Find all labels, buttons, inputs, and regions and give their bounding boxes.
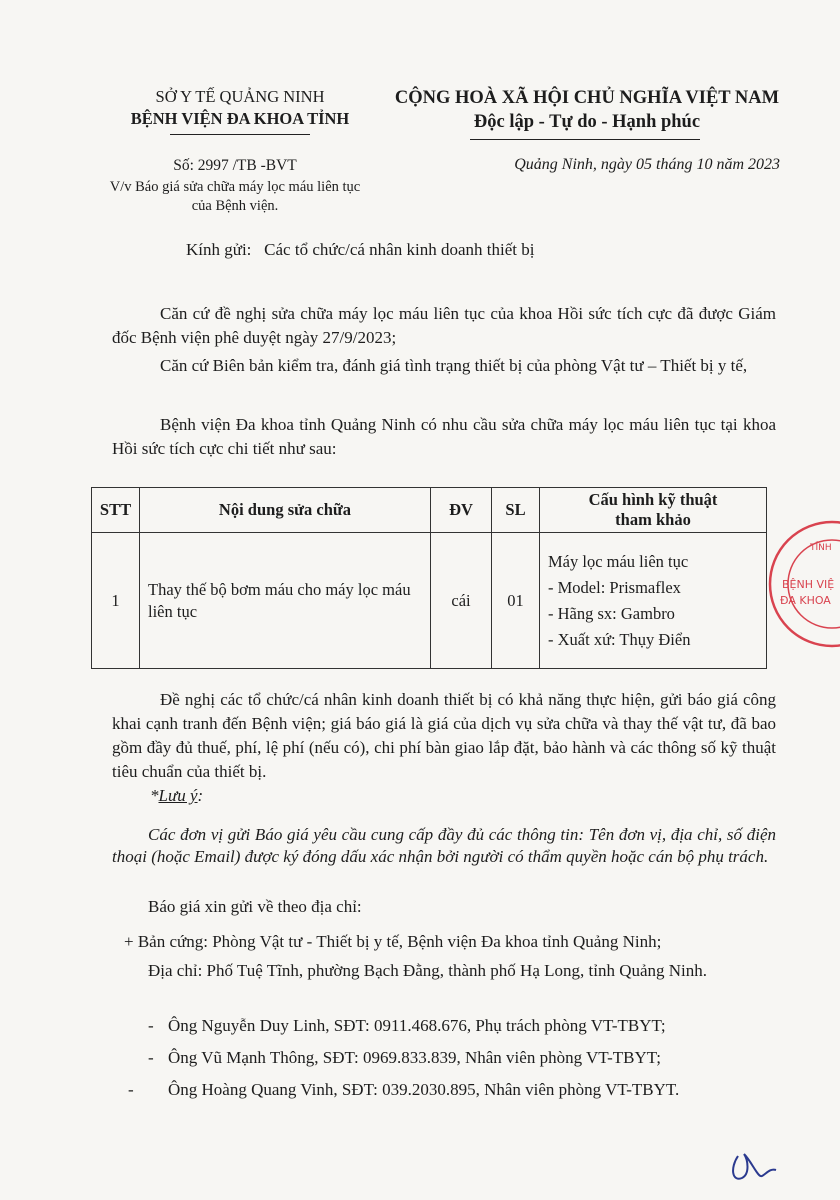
hardcopy-line: + Bản cứng: Phòng Vật tư - Thiết bị y tế, Bệnh viện Đa khoa tỉnh Quảng Ninh; <box>124 932 662 951</box>
spec-line: - Hãng sx: Gambro <box>548 603 675 623</box>
contact-item: - Ông Hoàng Quang Vinh, SĐT: 039.2030.895, Nhân viên phòng VT-TBYT. <box>128 1080 680 1099</box>
subject <box>80 178 390 216</box>
paragraph-1: Căn cứ đề nghị sửa chữa máy lọc máu liên tục của khoa Hồi sức tích cực đã được Giám đốc Bệnh viện phê duyệt ngày 27/9/2023; <box>112 304 776 347</box>
signature-mark <box>728 1148 778 1188</box>
issuing-authority <box>90 86 390 130</box>
contact-text: Ông Hoàng Quang Vinh, SĐT: 039.2030.895, Nhân viên phòng VT-TBYT. <box>168 1080 680 1099</box>
header-unit: ĐV <box>431 488 492 533</box>
header-left-rule <box>170 134 310 135</box>
table-row <box>92 533 767 669</box>
place-date: Quảng Ninh, ngày 05 tháng 10 năm 2023 <box>514 156 780 173</box>
address: Địa chỉ: Phố Tuệ Tĩnh, phường Bạch Đằng, thành phố Hạ Long, tỉnh Quảng Ninh. <box>148 961 708 980</box>
subject-line-2: của Bệnh viện. <box>191 198 279 214</box>
header-stt: STT <box>92 488 140 533</box>
header-qty: SL <box>492 488 540 533</box>
note-suffix: : <box>197 786 204 805</box>
contact-text: Ông Vũ Mạnh Thông, SĐT: 0969.833.839, Nhân viên phòng VT-TBYT; <box>168 1048 661 1067</box>
cell-spec <box>540 533 767 669</box>
sending-title: Báo giá xin gửi về theo địa chỉ: <box>148 897 362 916</box>
note-label <box>150 786 203 806</box>
cell-unit: cái <box>431 533 492 669</box>
salutation: Kính gửi: Các tổ chức/cá nhân kinh doanh thiết bị <box>186 240 535 259</box>
nation-line-1: CỘNG HOÀ XÃ HỘI CHỦ NGHĨA VIỆT NAM <box>394 88 780 108</box>
header-spec-line-1: Cấu hình kỹ thuật <box>588 490 718 509</box>
paragraph-4: Đề nghị các tổ chức/cá nhân kinh doanh thiết bị có khả năng thực hiện, gửi báo giá công khai cạnh tranh đến Bệnh viện; giá báo giá là giá của dịch vụ sửa chữa và thay thế vật tư, đã bao gồm đầy đủ thuế, phí, lệ phí (nếu có), chi phí bàn giao lắp đặt, bảo hành và các thông số kỹ thuật tiêu chuẩn của thiết bị. <box>112 690 776 781</box>
stamp-text-1: TỈNH <box>810 543 832 553</box>
contact-text: Ông Nguyễn Duy Linh, SĐT: 0911.468.676, Phụ trách phòng VT-TBYT; <box>168 1016 666 1035</box>
org-line-2: BỆNH VIỆN ĐA KHOA TỈNH <box>130 109 350 128</box>
reference-number: Số: 2997 /TB -BVT <box>173 157 297 174</box>
table-header-row <box>92 488 767 533</box>
national-header <box>392 86 782 134</box>
spec-line: - Model: Prismaflex <box>548 577 681 597</box>
contact-item: - Ông Nguyễn Duy Linh, SĐT: 0911.468.676, Phụ trách phòng VT-TBYT; <box>148 1016 666 1035</box>
spec-line: - Xuất xứ: Thụy Điển <box>548 629 691 649</box>
header-spec <box>540 488 767 533</box>
org-line-1: SỞ Y TẾ QUẢNG NINH <box>155 87 325 106</box>
header-content: Nội dung sửa chữa <box>140 488 431 533</box>
note-label-text: Lưu ý <box>158 786 198 805</box>
nation-line-2: Độc lập - Tự do - Hạnh phúc <box>473 112 701 132</box>
paragraph-2: Căn cứ Biên bản kiểm tra, đánh giá tình trạng thiết bị của phòng Vật tư – Thiết bị y tế, <box>160 356 748 375</box>
repair-table <box>91 487 767 669</box>
note-prefix: * <box>150 786 159 805</box>
spec-line: Máy lọc máu liên tục <box>548 551 689 571</box>
header-spec-line-2: tham khảo <box>615 510 691 529</box>
cell-qty: 01 <box>492 533 540 669</box>
subject-line-1: V/v Báo giá sửa chữa máy lọc máu liên tục <box>109 179 361 195</box>
note-text: Các đơn vị gửi Báo giá yêu cầu cung cấp đầy đủ các thông tin: Tên đơn vị, địa chỉ, số điện thoại (hoặc Email) được ký đóng dấu xác nhận bởi người có thẩm quyền hoặc cán bộ phụ trách. <box>112 825 776 866</box>
header-right-rule <box>470 139 700 140</box>
stamp-text-2: BỆNH VIỆ <box>782 578 835 591</box>
contact-item: - Ông Vũ Mạnh Thông, SĐT: 0969.833.839, Nhân viên phòng VT-TBYT; <box>148 1048 661 1067</box>
official-stamp <box>762 518 840 650</box>
cell-content: Thay thế bộ bơm máu cho máy lọc máu liên tục <box>140 533 431 669</box>
cell-stt: 1 <box>92 533 140 669</box>
paragraph-3: Bệnh viện Đa khoa tỉnh Quảng Ninh có nhu cầu sửa chữa máy lọc máu liên tục tại khoa Hồi sức tích cực chi tiết như sau: <box>112 415 776 458</box>
stamp-text-3: ĐA KHOA <box>780 594 831 607</box>
